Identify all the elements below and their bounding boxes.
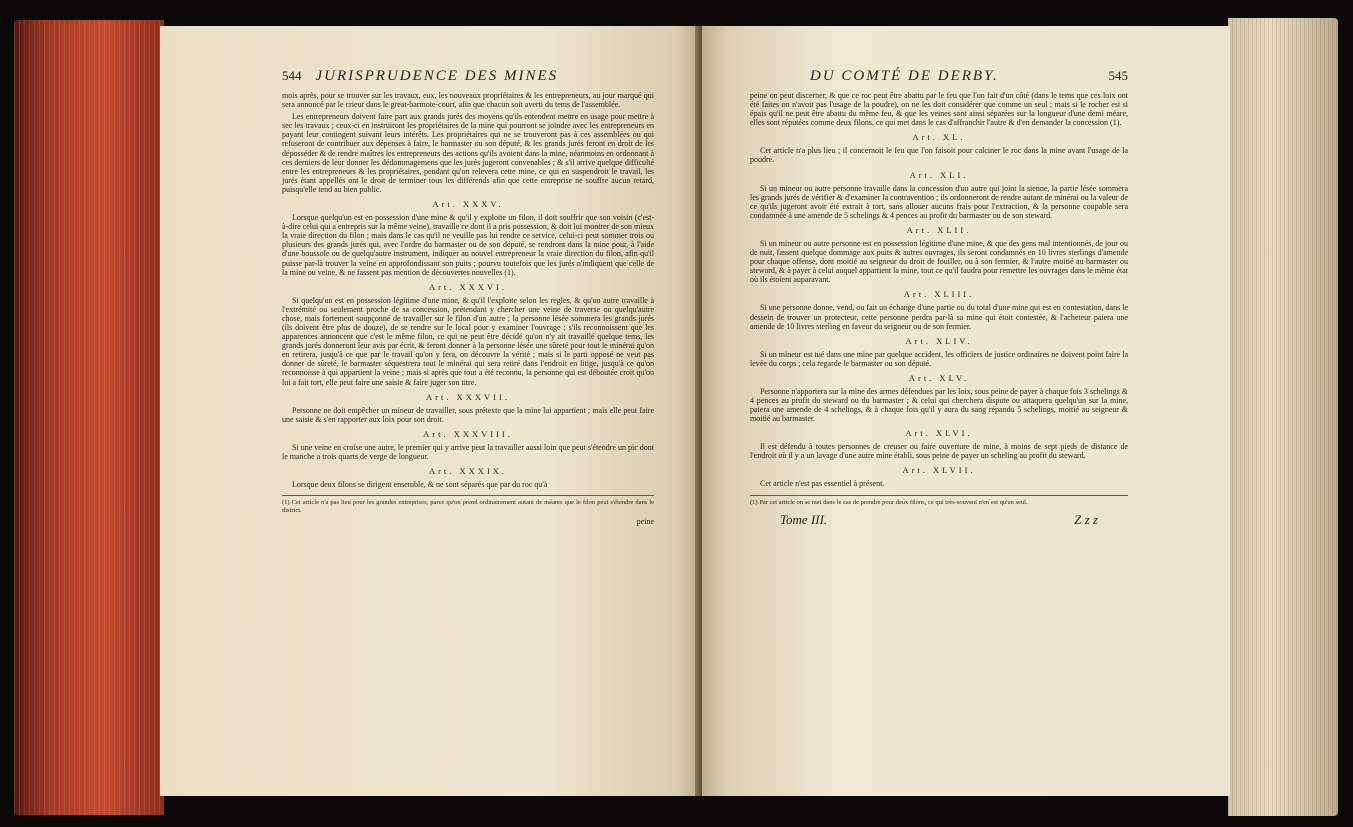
article-heading: Art. XXXVII. <box>426 391 510 402</box>
article-heading: Art. XXXV. <box>432 199 504 210</box>
paragraph: Personne n'apportera sur la mine des armes défendues par les loix, sous peine de payer à chaque fois 3 schelings & 4 pences au profit du steward ou du barmaster ; & celui qui cherchera dispute ou attaquera quelqu'un sur la mine, paiera une amende de 4 schelings, & à chaque fois qu'il y aura du sang répandu 5 schelings, moitié au seigneur & moitié au barmaster. <box>750 386 1128 424</box>
paragraph: mois après, pour se trouver sur les travaux, eux, les nouveaux propriétaires & les entrepreneurs, au jour marqué qui sera annoncé par le crieur dans le great-barmote-court, afin que chacun soit averti du tems de l'assemblée. <box>282 91 654 110</box>
paragraph: Il est défendu à toutes personnes de creuser ou faire ouverture de mine, à moins de sept pieds de distance de l'endroit où il y a un lavage d'une autre mine établi, sous peine de payer un scheling au profit du steward. <box>750 442 1128 461</box>
page-number: 545 <box>1108 68 1128 83</box>
paragraph: peine on peut discerner, & que ce roc peut être abattu par le feu que l'on fait d'un côté (dans le tems que ces loix ont été faites on n'avoit pas l'usage de la poudre), on ne les doit considérer que comme un seul ; mais si le rocher est si épais qu'il ne peut être abattu du même feu, & que les veines sont ainsi séparées sur la longueur d'une demi méare, elles sont réputées comme deux filons, ce qui met dans le cas d'affranchir l'autre & d'en demander la concession (1). <box>750 91 1128 128</box>
paragraph: Lorsque deux filons se dirigent ensemble, & ne sont séparés que par du roc qu'à <box>292 480 548 489</box>
article-heading: Art. XXXVIII. <box>423 428 513 439</box>
running-title: JURISPRUDENCE DES MINES <box>315 68 559 84</box>
paragraph: Si une veine en croise une autre, le premier qui y arrive peut la travailler aussi loin que peut s'étendre un pic dont le manche a trois quarts de verge de longueur. <box>282 442 654 461</box>
article-heading: Art. XXXIX. <box>428 466 508 476</box>
paragraph: Les entrepreneurs doivent faire part aux grands jurés des moyens qu'ils entendent mettre en usage pour mettre à sec les travaux ; ceux-ci en instruiront les propriétaires de la mine qui pourront se joindre avec les entrepreneurs en payant leur contingent suivant leurs intérêts. Les propriétaires qui ne se trouveront pas à ces assemblées ou qui refuseront de contribuer aux dépenses à faire, le barmaster ou son député, & les grands jurés feront en droit de les déposséder & de rendre maîtres les entrepreneurs des actions qu'ils avoient dans la mine, néanmoins en ordonnant à ces derniers de leur donner les dédommagemens que les jurés jugeront convenables ; & s'il arrive quelque difficulté entre les entrepreneurs & les propriétaires, pendant qu'on relevera cette mine, ce qui en suspendroit le travail, les jurés étant appellés ont le droit de terminer tous les différends afin que cette entreprise ne souffre aucun retard, puisqu'elle tend au bien public. <box>282 112 654 194</box>
paragraph: Si un mineur ou autre personne est en possession légitime d'une mine, & que des gens mal intentionnés, de jour ou de nuit, fassent quelque dommage aux puits & autres ouvrages, ils seront condamnés en 10 livres sterlings d'amende pour chaque offense, dont moitié au seigneur du droit de fouiller, ou à son fermier, & l'autre moitié au barmaster ou steward, & à payer à celui auquel appartient la mine, tout ce qu'il faudra pour remettre les ouvrages dans le même état où ils étoient auparavant. <box>750 238 1128 285</box>
left-page <box>160 26 700 796</box>
paragraph: Lorsque quelqu'un est en possession d'une mine & qu'il y exploite un filon, il doit souffrir que son voisin (c'est-à-dire celui qui a entrepris sur la même veine), travaille ce dont il a pris possession, & doit lui montrer de son mieux la vraie direction du filon ; mais dans le cas qu'il ne veuille pas lui rendre ce service, celui-ci peut sommer trois ou plusieurs des grands jurés qui, avec l'ordre du barmaster ou de son député, se rendront dans la mine pour, à l'aide d'une boussole ou de quelqu'autre instrument, indiquer au nouvel entrepreneur la vraie direction du filon, afin qu'il puisse par-là trouver la veine en approfondissant son puits ; pourvu toutefois que les jurés n'indiquent que celle de la mine ou veine, & ne fassent pas mention de découvertes nouvelles (1). <box>282 213 654 277</box>
paragraph: Cet article n'a plus lieu ; il concernoit le feu que l'on faisoit pour calciner le roc dans la mine avant l'usage de la poudre. <box>750 146 1128 165</box>
paragraph: Si quelqu'un est en possession légitime d'une mine, & qu'il l'exploite selon les regles, & qu'un autre travaille à l'extrémité ou seulement proche de sa concession, prétendant y chercher une veine de traverse ou quelqu'autre chose, mais fortement soupçonné de travailler sur le filon d'un autre ; la personne lésée sommera les grands jurés (ils doivent être plus de douze), de se rendre sur le local pour y examiner l'ouvrage ; s'ils reconnoissent que les apparences annoncent que c'est le même filon, ce qui ne peut être décidé qu'on n'y ait travaillé quelque tems, les grands jurés donneront leur avis par écrit, & feront donner à la personne lésée une sûreté pour tout le minérai qu'on en retirera, jusqu'à ce que par le travail qu'on y fera, on découvre la vérité ; mais si le parti opposé ne veut pas donner de sûreté, le barmaster séquestrera tout le minérai qui sera retiré dans l'endroit en litige, jusqu'à ce qu'on reconnoisse à qui appartient la veine ; mais si après que tout a été reconnu, la personne qui est déboutée croit qu'on lui a fait tort, elle peut faire une saisie & faire juger son titre. <box>282 295 654 387</box>
article-heading: Art. XLII. <box>906 224 972 235</box>
article-heading: Art. XLIII. <box>903 289 975 300</box>
catchword: peine <box>636 517 654 527</box>
article-heading: Art. XL. <box>912 132 966 143</box>
left-page-content <box>282 68 654 526</box>
footnote: (1) Par cet article on se met dans le cas de prendre pour deux filons, ce qui très-souvent n'en est qu'un seul. <box>750 495 1128 507</box>
article-heading: Art. XLVII. <box>902 465 976 476</box>
right-page-content <box>750 68 1128 528</box>
volume-label: Tome III. <box>780 512 828 528</box>
paragraph: Si une personne donne, vend, ou fait un échange d'une partie ou du total d'une mine qui est en contestation, dans le dessein de trouver un protecteur, cette personne perdra par-là sa mine qui étoit contestée, & l'acheteur paiera une amende de 10 livres sterling en faveur du seigneur ou de son fermier. <box>750 303 1128 331</box>
paragraph: Si un mineur est tué dans une mine par quelque accident, les officiers de justice ordinaires ne doivent point faire la levée du corps ; cela regarde le barmaster ou son député. <box>750 349 1128 368</box>
article-heading: Art. XLIV. <box>905 335 973 346</box>
right-running-head <box>750 68 1128 85</box>
book-edge-left <box>14 20 164 815</box>
footnote: (1) Cet article n'a pas lieu pour les grandes entreprises, parce qu'on prend ordinairement autant de méares que le filon peut s'étendre dans le district. <box>282 495 654 514</box>
paragraph: Si un mineur ou autre personne travaille dans la concession d'un autre qui joint la sienne, la partie lésée sommera les grands jurés de vérifier & d'examiner la contravention ; ils ordonneront de rendre autant de minérai ou la valeur de ce qu'ils jugeront avoir été extrait à tort, sans allouer aucuns frais pour l'extraction, & la personne coupable sera condamnée à une amende de 5 schelings & 4 pences au profit du barmaster ou de son steward. <box>750 183 1128 220</box>
article-heading: Art. XLVI. <box>905 428 973 439</box>
signature-line <box>750 512 1128 528</box>
book-edge-right <box>1228 18 1338 816</box>
left-running-head <box>282 68 654 85</box>
paragraph: Personne ne doit empêcher un mineur de travailler, sous prétexte que la mine lui appartient ; mais elle peut faire une saisie & s'en rapporter aux loix pour son droit. <box>282 405 654 424</box>
paragraph: Cet article n'est pas essentiel à présent. <box>760 479 885 489</box>
article-heading: Art. XLI. <box>909 169 969 180</box>
signature-mark: Z z z <box>1074 512 1098 528</box>
article-heading: Art. XXXVI. <box>428 281 508 292</box>
right-page <box>702 26 1230 796</box>
article-heading: Art. XLV. <box>908 372 970 383</box>
page-number: 544 <box>282 68 302 83</box>
running-title: DU COMTÉ DE DERBY. <box>810 68 999 84</box>
